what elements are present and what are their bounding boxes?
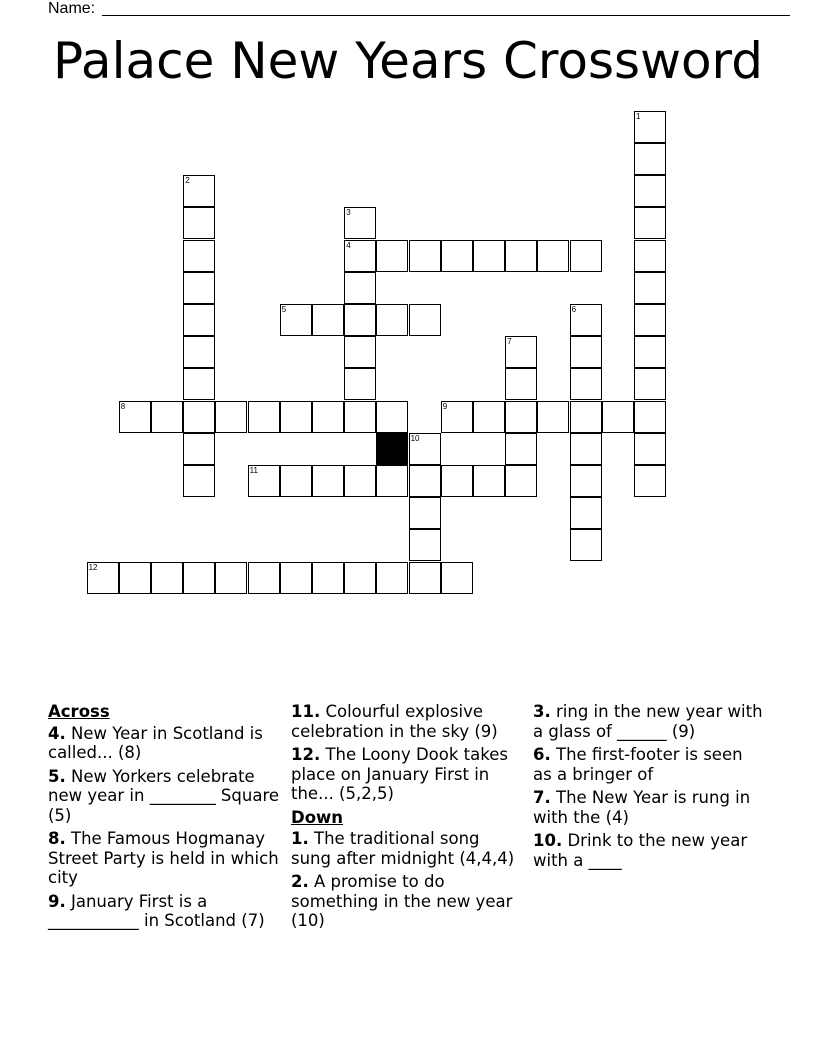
clue-item-number: 5.	[48, 766, 66, 786]
clue-item-number: 3.	[533, 702, 551, 721]
grid-cell[interactable]	[376, 401, 408, 433]
grid-cell[interactable]	[183, 336, 215, 368]
clue-item-number: 9.	[48, 891, 66, 911]
grid-cell[interactable]	[183, 368, 215, 400]
grid-cell[interactable]	[602, 401, 634, 433]
grid-cell[interactable]	[473, 401, 505, 433]
grid-cell[interactable]	[409, 240, 441, 272]
clue-number: 9	[442, 401, 448, 411]
grid-cell[interactable]	[634, 143, 666, 175]
grid-cell[interactable]	[248, 562, 280, 594]
grid-cell[interactable]	[409, 497, 441, 529]
clue-item	[48, 892, 280, 931]
grid-cell[interactable]	[570, 497, 602, 529]
grid-cell[interactable]	[570, 240, 602, 272]
grid-cell[interactable]	[634, 272, 666, 304]
grid-cell[interactable]	[505, 433, 537, 465]
grid-cell[interactable]	[280, 562, 312, 594]
grid-cell[interactable]	[409, 465, 441, 497]
grid-cell[interactable]	[570, 336, 602, 368]
clue-item-number: 2.	[291, 872, 309, 891]
grid-cell[interactable]	[248, 401, 280, 433]
clue-item	[48, 767, 280, 826]
grid-cell[interactable]	[183, 240, 215, 272]
grid-cell[interactable]	[634, 207, 666, 239]
clue-column-1	[48, 702, 280, 935]
clue-number: 1	[636, 111, 641, 121]
grid-cell[interactable]	[344, 304, 376, 336]
clue-item-text: The traditional song sung after midnight (4,4,4)	[291, 829, 515, 868]
clue-item	[533, 702, 765, 741]
grid-cell[interactable]	[441, 240, 473, 272]
clue-number: 7	[507, 337, 512, 347]
grid-cell[interactable]	[183, 562, 215, 594]
clue-item	[291, 872, 523, 931]
clue-item	[291, 745, 523, 804]
name-label: Name:	[48, 0, 96, 17]
clue-item-number: 10.	[533, 831, 563, 850]
clue-number: 4	[346, 240, 351, 250]
clue-number: 2	[185, 176, 190, 186]
clue-item-number: 1.	[291, 829, 309, 848]
grid-cell[interactable]	[344, 562, 376, 594]
grid-cell[interactable]	[312, 304, 344, 336]
clue-item-text: The first-footer is seen as a bringer of	[533, 745, 743, 784]
grid-cell[interactable]	[537, 401, 569, 433]
grid-cell[interactable]	[280, 465, 312, 497]
clue-item	[48, 829, 280, 888]
grid-cell[interactable]	[215, 562, 247, 594]
grid-cell[interactable]	[505, 401, 537, 433]
clue-item-text: Drink to the new year with a ____	[533, 831, 748, 870]
clue-number: 5	[281, 305, 287, 314]
grid-cell[interactable]	[409, 304, 441, 336]
grid-cell[interactable]	[634, 304, 666, 336]
clue-item-text: A promise to do something in the new year (10)	[291, 872, 513, 930]
grid-cell[interactable]	[344, 401, 376, 433]
grid-cell[interactable]	[376, 240, 408, 272]
clue-item-text: January First is a ___________ in Scotland (7)	[48, 891, 265, 930]
clue-item-number: 8.	[48, 829, 66, 848]
clue-section-header: Down	[291, 807, 344, 827]
grid-cell[interactable]	[473, 240, 505, 272]
grid-cell[interactable]	[312, 401, 344, 433]
clue-number: 8	[120, 401, 126, 411]
grid-cell[interactable]	[215, 401, 247, 433]
clue-number: 11	[249, 466, 258, 475]
grid-cell[interactable]	[151, 401, 183, 433]
grid-cell[interactable]	[634, 368, 666, 400]
clue-item-text: The Loony Dook takes place on January First in the... (5,2,5)	[291, 745, 508, 803]
grid-cell[interactable]	[473, 465, 505, 497]
grid-cell[interactable]	[344, 368, 376, 400]
page-title: Palace New Years Crossword	[53, 32, 763, 90]
grid-cell[interactable]	[344, 465, 376, 497]
grid-cell[interactable]	[183, 401, 215, 433]
grid-block	[376, 433, 408, 465]
clue-number: 10	[410, 433, 420, 443]
grid-cell[interactable]	[634, 401, 666, 433]
grid-cell[interactable]	[570, 368, 602, 400]
clue-item	[533, 788, 765, 827]
clue-item-number: 6.	[533, 745, 551, 764]
grid-cell[interactable]	[505, 240, 537, 272]
grid-cell[interactable]	[505, 465, 537, 497]
grid-cell[interactable]	[183, 433, 215, 465]
clue-item-text: The Famous Hogmanay Street Party is held in which city	[48, 829, 279, 887]
grid-cell[interactable]	[634, 336, 666, 368]
grid-cell[interactable]	[409, 562, 441, 594]
grid-cell[interactable]	[183, 207, 215, 239]
grid-cell[interactable]	[344, 336, 376, 368]
grid-cell[interactable]	[441, 562, 473, 594]
clue-column-2	[291, 702, 523, 935]
clue-section-header: Across	[48, 702, 110, 721]
grid-cell[interactable]	[634, 240, 666, 272]
grid-cell[interactable]	[634, 433, 666, 465]
clue-item-text: Colourful explosive celebration in the sky (9)	[291, 702, 498, 741]
grid-cell[interactable]	[634, 465, 666, 497]
clue-item-text: New Year in Scotland is called... (8)	[48, 723, 263, 762]
grid-cell[interactable]	[183, 272, 215, 304]
clue-item	[48, 724, 280, 763]
grid-cell[interactable]	[344, 272, 376, 304]
grid-cell[interactable]	[376, 465, 408, 497]
clue-number: 3	[346, 208, 351, 218]
clue-column-3	[533, 702, 765, 874]
clue-item-text: The New Year is rung in with the (4)	[533, 788, 751, 827]
grid-cell[interactable]	[119, 562, 151, 594]
clue-number: 12	[88, 562, 98, 572]
grid-cell[interactable]	[441, 465, 473, 497]
clue-item-number: 11.	[291, 702, 321, 721]
grid-cell[interactable]	[183, 465, 215, 497]
clue-item-number: 4.	[48, 723, 66, 743]
grid-cell[interactable]	[312, 465, 344, 497]
grid-cell[interactable]	[570, 401, 602, 433]
clue-item-text: New Yorkers celebrate new year in ________ Square (5)	[48, 766, 280, 825]
grid-cell[interactable]	[570, 529, 602, 561]
clue-item	[291, 829, 523, 868]
grid-cell[interactable]	[505, 368, 537, 400]
grid-cell[interactable]	[634, 175, 666, 207]
grid-cell[interactable]	[376, 562, 408, 594]
grid-cell[interactable]	[280, 401, 312, 433]
grid-cell[interactable]	[312, 562, 344, 594]
grid-cell[interactable]	[570, 465, 602, 497]
grid-cell[interactable]	[409, 529, 441, 561]
clue-item-text: ring in the new year with a glass of ______ (9)	[533, 702, 763, 741]
clue-item	[533, 745, 765, 784]
grid-cell[interactable]	[183, 304, 215, 336]
grid-cell[interactable]	[151, 562, 183, 594]
clue-number: 6	[571, 305, 577, 314]
clue-item	[291, 702, 523, 741]
clue-item-number: 12.	[291, 745, 321, 764]
clue-item	[533, 831, 765, 870]
grid-cell[interactable]	[570, 433, 602, 465]
grid-cell[interactable]	[376, 304, 408, 336]
clue-item-number: 7.	[533, 788, 551, 807]
grid-cell[interactable]	[537, 240, 569, 272]
